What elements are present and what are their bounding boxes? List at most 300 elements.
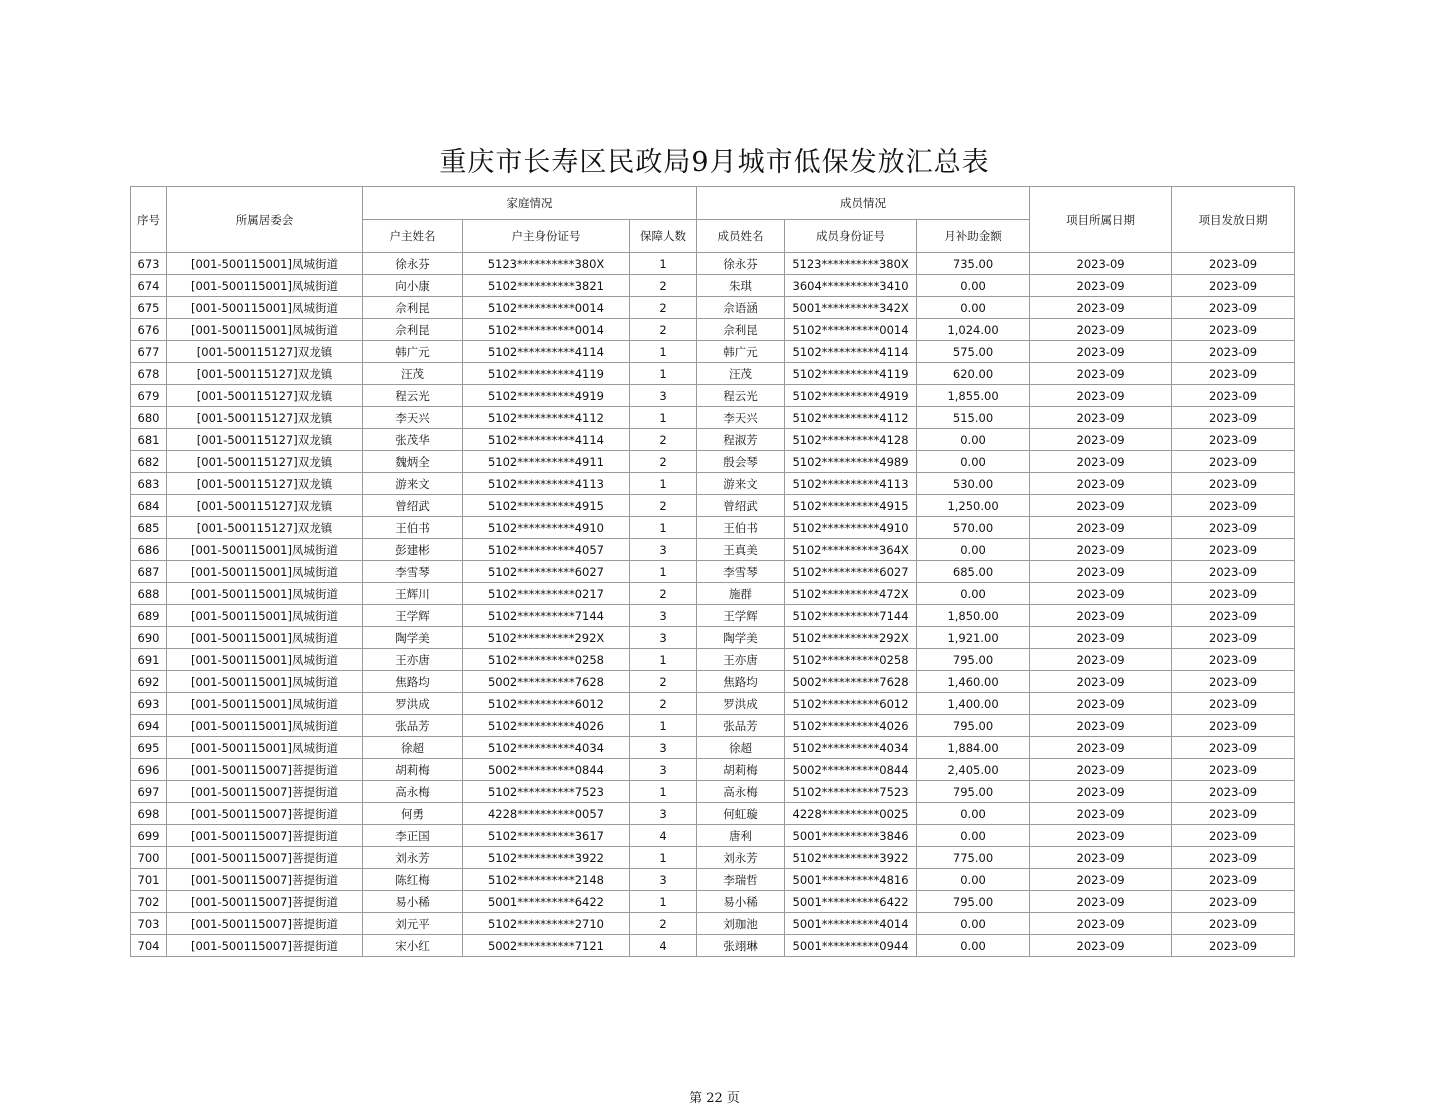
payment-date-cell: 2023-09 [1172, 935, 1295, 957]
covered-count-cell: 2 [630, 913, 697, 935]
table-header [131, 187, 1295, 253]
covered-count-cell: 2 [630, 275, 697, 297]
member-name-cell: 焦路均 [697, 671, 785, 693]
subsidy-cell: 570.00 [917, 517, 1030, 539]
member-id-cell: 5102**********4989 [785, 451, 917, 473]
covered-count-cell: 3 [630, 627, 697, 649]
member-name-cell: 殷会琴 [697, 451, 785, 473]
payment-date-cell: 2023-09 [1172, 803, 1295, 825]
committee-cell: [001-500115001]凤城街道 [167, 539, 363, 561]
header-seq: 序号 [131, 187, 167, 253]
head-name-cell: 李正国 [363, 825, 463, 847]
subsidy-cell: 2,405.00 [917, 759, 1030, 781]
subsidy-cell: 0.00 [917, 583, 1030, 605]
head-id-cell: 5102**********3922 [463, 847, 630, 869]
payment-date-cell: 2023-09 [1172, 781, 1295, 803]
header-member-group: 成员情况 [697, 187, 1030, 220]
member-id-cell: 5001**********4816 [785, 869, 917, 891]
payment-date-cell: 2023-09 [1172, 517, 1295, 539]
covered-count-cell: 2 [630, 495, 697, 517]
subsidy-cell: 0.00 [917, 429, 1030, 451]
table-row [131, 869, 1295, 891]
head-name-cell: 陈红梅 [363, 869, 463, 891]
project-date-cell: 2023-09 [1030, 275, 1172, 297]
member-name-cell: 高永梅 [697, 781, 785, 803]
committee-cell: [001-500115007]菩提街道 [167, 935, 363, 957]
table-row [131, 561, 1295, 583]
member-id-cell: 5102**********7523 [785, 781, 917, 803]
member-id-cell: 5102**********4128 [785, 429, 917, 451]
subsidy-cell: 735.00 [917, 253, 1030, 275]
table-row [131, 627, 1295, 649]
covered-count-cell: 3 [630, 385, 697, 407]
subsidy-cell: 0.00 [917, 869, 1030, 891]
member-name-cell: 施群 [697, 583, 785, 605]
subsidy-cell: 0.00 [917, 825, 1030, 847]
table-row [131, 319, 1295, 341]
head-id-cell: 4228**********0057 [463, 803, 630, 825]
head-id-cell: 5102**********4915 [463, 495, 630, 517]
committee-cell: [001-500115127]双龙镇 [167, 495, 363, 517]
payment-date-cell: 2023-09 [1172, 649, 1295, 671]
committee-cell: [001-500115001]凤城街道 [167, 605, 363, 627]
member-id-cell: 5102**********0258 [785, 649, 917, 671]
subsidy-cell: 795.00 [917, 649, 1030, 671]
payment-date-cell: 2023-09 [1172, 319, 1295, 341]
head-name-cell: 徐永芬 [363, 253, 463, 275]
seq-cell: 690 [131, 627, 167, 649]
subsidy-cell: 795.00 [917, 781, 1030, 803]
covered-count-cell: 3 [630, 737, 697, 759]
member-id-cell: 5102**********4113 [785, 473, 917, 495]
committee-cell: [001-500115001]凤城街道 [167, 297, 363, 319]
committee-cell: [001-500115001]凤城街道 [167, 319, 363, 341]
committee-cell: [001-500115001]凤城街道 [167, 561, 363, 583]
payment-date-cell: 2023-09 [1172, 583, 1295, 605]
payment-date-cell: 2023-09 [1172, 737, 1295, 759]
table-row [131, 715, 1295, 737]
subsidy-cell: 1,024.00 [917, 319, 1030, 341]
seq-cell: 689 [131, 605, 167, 627]
seq-cell: 694 [131, 715, 167, 737]
head-id-cell: 5123**********380X [463, 253, 630, 275]
committee-cell: [001-500115001]凤城街道 [167, 737, 363, 759]
covered-count-cell: 3 [630, 803, 697, 825]
member-name-cell: 张品芳 [697, 715, 785, 737]
subsidy-cell: 0.00 [917, 935, 1030, 957]
subsidy-cell: 1,250.00 [917, 495, 1030, 517]
subsidy-cell: 515.00 [917, 407, 1030, 429]
project-date-cell: 2023-09 [1030, 429, 1172, 451]
table-row [131, 253, 1295, 275]
covered-count-cell: 3 [630, 759, 697, 781]
seq-cell: 682 [131, 451, 167, 473]
committee-cell: [001-500115127]双龙镇 [167, 385, 363, 407]
project-date-cell: 2023-09 [1030, 671, 1172, 693]
covered-count-cell: 1 [630, 781, 697, 803]
member-name-cell: 汪茂 [697, 363, 785, 385]
table-row [131, 781, 1295, 803]
member-name-cell: 罗洪成 [697, 693, 785, 715]
member-name-cell: 佘语涵 [697, 297, 785, 319]
project-date-cell: 2023-09 [1030, 253, 1172, 275]
payment-date-cell: 2023-09 [1172, 891, 1295, 913]
member-id-cell: 5001**********342X [785, 297, 917, 319]
seq-cell: 684 [131, 495, 167, 517]
member-name-cell: 刘珈池 [697, 913, 785, 935]
member-id-cell: 5102**********3922 [785, 847, 917, 869]
project-date-cell: 2023-09 [1030, 561, 1172, 583]
committee-cell: [001-500115007]菩提街道 [167, 803, 363, 825]
member-id-cell: 5102**********292X [785, 627, 917, 649]
seq-cell: 695 [131, 737, 167, 759]
project-date-cell: 2023-09 [1030, 737, 1172, 759]
payment-date-cell: 2023-09 [1172, 341, 1295, 363]
payment-date-cell: 2023-09 [1172, 671, 1295, 693]
head-id-cell: 5102**********4057 [463, 539, 630, 561]
subsidy-cell: 1,850.00 [917, 605, 1030, 627]
payment-date-cell: 2023-09 [1172, 407, 1295, 429]
committee-cell: [001-500115127]双龙镇 [167, 407, 363, 429]
project-date-cell: 2023-09 [1030, 495, 1172, 517]
project-date-cell: 2023-09 [1030, 539, 1172, 561]
seq-cell: 692 [131, 671, 167, 693]
committee-cell: [001-500115001]凤城街道 [167, 693, 363, 715]
seq-cell: 676 [131, 319, 167, 341]
member-name-cell: 陶学美 [697, 627, 785, 649]
head-name-cell: 韩广元 [363, 341, 463, 363]
subsidy-cell: 0.00 [917, 275, 1030, 297]
header-committee: 所属居委会 [167, 187, 363, 253]
head-name-cell: 何勇 [363, 803, 463, 825]
table-row [131, 473, 1295, 495]
member-id-cell: 5001**********6422 [785, 891, 917, 913]
member-name-cell: 王伯书 [697, 517, 785, 539]
member-name-cell: 唐利 [697, 825, 785, 847]
head-id-cell: 5102**********3821 [463, 275, 630, 297]
table-row [131, 407, 1295, 429]
payment-date-cell: 2023-09 [1172, 825, 1295, 847]
head-name-cell: 佘利昆 [363, 319, 463, 341]
covered-count-cell: 1 [630, 407, 697, 429]
payment-date-cell: 2023-09 [1172, 275, 1295, 297]
table-row [131, 759, 1295, 781]
member-name-cell: 程云光 [697, 385, 785, 407]
head-name-cell: 宋小红 [363, 935, 463, 957]
covered-count-cell: 2 [630, 429, 697, 451]
payment-date-cell: 2023-09 [1172, 847, 1295, 869]
payment-date-cell: 2023-09 [1172, 473, 1295, 495]
head-id-cell: 5102**********4910 [463, 517, 630, 539]
committee-cell: [001-500115007]菩提街道 [167, 759, 363, 781]
payment-date-cell: 2023-09 [1172, 869, 1295, 891]
project-date-cell: 2023-09 [1030, 473, 1172, 495]
subsidy-cell: 795.00 [917, 715, 1030, 737]
covered-count-cell: 2 [630, 693, 697, 715]
seq-cell: 675 [131, 297, 167, 319]
member-id-cell: 5102**********4026 [785, 715, 917, 737]
project-date-cell: 2023-09 [1030, 847, 1172, 869]
subsidy-cell: 1,921.00 [917, 627, 1030, 649]
member-id-cell: 5001**********3846 [785, 825, 917, 847]
member-name-cell: 王亦唐 [697, 649, 785, 671]
committee-cell: [001-500115001]凤城街道 [167, 275, 363, 297]
covered-count-cell: 1 [630, 517, 697, 539]
committee-cell: [001-500115001]凤城街道 [167, 253, 363, 275]
table-row [131, 737, 1295, 759]
head-name-cell: 李天兴 [363, 407, 463, 429]
project-date-cell: 2023-09 [1030, 605, 1172, 627]
head-id-cell: 5102**********4119 [463, 363, 630, 385]
table-row [131, 385, 1295, 407]
head-id-cell: 5102**********0014 [463, 319, 630, 341]
head-name-cell: 游来文 [363, 473, 463, 495]
subsidy-cell: 795.00 [917, 891, 1030, 913]
subsidy-cell: 775.00 [917, 847, 1030, 869]
head-name-cell: 易小稀 [363, 891, 463, 913]
head-id-cell: 5102**********7144 [463, 605, 630, 627]
table-row [131, 495, 1295, 517]
payment-date-cell: 2023-09 [1172, 759, 1295, 781]
member-id-cell: 5102**********7144 [785, 605, 917, 627]
member-name-cell: 李天兴 [697, 407, 785, 429]
committee-cell: [001-500115127]双龙镇 [167, 363, 363, 385]
covered-count-cell: 4 [630, 935, 697, 957]
committee-cell: [001-500115007]菩提街道 [167, 913, 363, 935]
seq-cell: 677 [131, 341, 167, 363]
header-covered-count: 保障人数 [630, 220, 697, 253]
member-name-cell: 徐永芬 [697, 253, 785, 275]
payment-date-cell: 2023-09 [1172, 451, 1295, 473]
table-row [131, 847, 1295, 869]
head-name-cell: 徐超 [363, 737, 463, 759]
project-date-cell: 2023-09 [1030, 715, 1172, 737]
committee-cell: [001-500115007]菩提街道 [167, 891, 363, 913]
covered-count-cell: 1 [630, 715, 697, 737]
subsidy-cell: 0.00 [917, 539, 1030, 561]
head-id-cell: 5102**********2148 [463, 869, 630, 891]
head-name-cell: 魏炳全 [363, 451, 463, 473]
header-head-name: 户主姓名 [363, 220, 463, 253]
seq-cell: 697 [131, 781, 167, 803]
head-name-cell: 罗洪成 [363, 693, 463, 715]
member-name-cell: 游来文 [697, 473, 785, 495]
member-id-cell: 5102**********4919 [785, 385, 917, 407]
member-id-cell: 5001**********4014 [785, 913, 917, 935]
project-date-cell: 2023-09 [1030, 891, 1172, 913]
header-family-group: 家庭情况 [363, 187, 697, 220]
head-id-cell: 5002**********7121 [463, 935, 630, 957]
committee-cell: [001-500115001]凤城街道 [167, 715, 363, 737]
head-name-cell: 程云光 [363, 385, 463, 407]
project-date-cell: 2023-09 [1030, 451, 1172, 473]
member-id-cell: 5102**********4119 [785, 363, 917, 385]
committee-cell: [001-500115007]菩提街道 [167, 847, 363, 869]
member-id-cell: 5001**********0944 [785, 935, 917, 957]
payment-date-cell: 2023-09 [1172, 539, 1295, 561]
covered-count-cell: 3 [630, 605, 697, 627]
table-row [131, 517, 1295, 539]
head-id-cell: 5102**********4919 [463, 385, 630, 407]
seq-cell: 674 [131, 275, 167, 297]
seq-cell: 699 [131, 825, 167, 847]
member-name-cell: 佘利昆 [697, 319, 785, 341]
head-id-cell: 5102**********0217 [463, 583, 630, 605]
covered-count-cell: 1 [630, 363, 697, 385]
head-name-cell: 高永梅 [363, 781, 463, 803]
subsidy-cell: 0.00 [917, 913, 1030, 935]
covered-count-cell: 1 [630, 847, 697, 869]
project-date-cell: 2023-09 [1030, 517, 1172, 539]
payment-date-cell: 2023-09 [1172, 605, 1295, 627]
header-monthly-subsidy: 月补助金额 [917, 220, 1030, 253]
table-row [131, 363, 1295, 385]
committee-cell: [001-500115127]双龙镇 [167, 341, 363, 363]
member-id-cell: 5102**********4114 [785, 341, 917, 363]
head-id-cell: 5102**********4911 [463, 451, 630, 473]
head-name-cell: 焦路均 [363, 671, 463, 693]
covered-count-cell: 2 [630, 297, 697, 319]
committee-cell: [001-500115007]菩提街道 [167, 825, 363, 847]
head-id-cell: 5102**********4026 [463, 715, 630, 737]
table-row [131, 451, 1295, 473]
seq-cell: 679 [131, 385, 167, 407]
project-date-cell: 2023-09 [1030, 781, 1172, 803]
committee-cell: [001-500115007]菩提街道 [167, 869, 363, 891]
project-date-cell: 2023-09 [1030, 649, 1172, 671]
project-date-cell: 2023-09 [1030, 803, 1172, 825]
low-income-payment-table [130, 186, 1295, 957]
subsidy-cell: 1,400.00 [917, 693, 1030, 715]
payment-date-cell: 2023-09 [1172, 253, 1295, 275]
member-name-cell: 刘永芳 [697, 847, 785, 869]
head-name-cell: 刘元平 [363, 913, 463, 935]
subsidy-cell: 1,884.00 [917, 737, 1030, 759]
member-id-cell: 5102**********4034 [785, 737, 917, 759]
payment-date-cell: 2023-09 [1172, 429, 1295, 451]
project-date-cell: 2023-09 [1030, 693, 1172, 715]
table-row [131, 935, 1295, 957]
member-name-cell: 胡莉梅 [697, 759, 785, 781]
committee-cell: [001-500115001]凤城街道 [167, 583, 363, 605]
head-name-cell: 向小康 [363, 275, 463, 297]
head-name-cell: 王辉川 [363, 583, 463, 605]
covered-count-cell: 2 [630, 583, 697, 605]
member-id-cell: 4228**********0025 [785, 803, 917, 825]
member-name-cell: 李瑞哲 [697, 869, 785, 891]
committee-cell: [001-500115127]双龙镇 [167, 473, 363, 495]
covered-count-cell: 1 [630, 561, 697, 583]
member-name-cell: 朱琪 [697, 275, 785, 297]
subsidy-cell: 0.00 [917, 297, 1030, 319]
head-name-cell: 张茂华 [363, 429, 463, 451]
member-id-cell: 5102**********6012 [785, 693, 917, 715]
table-row [131, 803, 1295, 825]
table-row [131, 605, 1295, 627]
head-name-cell: 王亦唐 [363, 649, 463, 671]
header-member-id: 成员身份证号 [785, 220, 917, 253]
committee-cell: [001-500115127]双龙镇 [167, 429, 363, 451]
committee-cell: [001-500115007]菩提街道 [167, 781, 363, 803]
seq-cell: 673 [131, 253, 167, 275]
member-id-cell: 5102**********364X [785, 539, 917, 561]
seq-cell: 698 [131, 803, 167, 825]
payment-date-cell: 2023-09 [1172, 385, 1295, 407]
head-name-cell: 陶学美 [363, 627, 463, 649]
head-id-cell: 5102**********2710 [463, 913, 630, 935]
seq-cell: 683 [131, 473, 167, 495]
member-id-cell: 5123**********380X [785, 253, 917, 275]
member-name-cell: 何虹璇 [697, 803, 785, 825]
member-id-cell: 5102**********6027 [785, 561, 917, 583]
table-row [131, 913, 1295, 935]
project-date-cell: 2023-09 [1030, 869, 1172, 891]
payment-date-cell: 2023-09 [1172, 561, 1295, 583]
payment-date-cell: 2023-09 [1172, 693, 1295, 715]
subsidy-cell: 575.00 [917, 341, 1030, 363]
header-head-id: 户主身份证号 [463, 220, 630, 253]
subsidy-cell: 1,460.00 [917, 671, 1030, 693]
member-id-cell: 5102**********4910 [785, 517, 917, 539]
member-id-cell: 5102**********0014 [785, 319, 917, 341]
payment-date-cell: 2023-09 [1172, 297, 1295, 319]
header-payment-date: 项目发放日期 [1172, 187, 1295, 253]
member-name-cell: 张翊琳 [697, 935, 785, 957]
covered-count-cell: 1 [630, 891, 697, 913]
seq-cell: 700 [131, 847, 167, 869]
seq-cell: 686 [131, 539, 167, 561]
subsidy-cell: 1,855.00 [917, 385, 1030, 407]
seq-cell: 701 [131, 869, 167, 891]
head-id-cell: 5102**********292X [463, 627, 630, 649]
project-date-cell: 2023-09 [1030, 341, 1172, 363]
seq-cell: 680 [131, 407, 167, 429]
head-name-cell: 曾绍武 [363, 495, 463, 517]
covered-count-cell: 1 [630, 649, 697, 671]
seq-cell: 681 [131, 429, 167, 451]
head-name-cell: 王伯书 [363, 517, 463, 539]
head-name-cell: 汪茂 [363, 363, 463, 385]
member-id-cell: 5002**********7628 [785, 671, 917, 693]
covered-count-cell: 2 [630, 671, 697, 693]
head-id-cell: 5102**********4112 [463, 407, 630, 429]
seq-cell: 691 [131, 649, 167, 671]
member-id-cell: 3604**********3410 [785, 275, 917, 297]
project-date-cell: 2023-09 [1030, 319, 1172, 341]
head-id-cell: 5002**********7628 [463, 671, 630, 693]
seq-cell: 696 [131, 759, 167, 781]
table-row [131, 539, 1295, 561]
member-id-cell: 5102**********4112 [785, 407, 917, 429]
head-id-cell: 5102**********4114 [463, 341, 630, 363]
covered-count-cell: 2 [630, 451, 697, 473]
payment-date-cell: 2023-09 [1172, 363, 1295, 385]
payment-date-cell: 2023-09 [1172, 715, 1295, 737]
page-number: 第 22 页 [689, 1091, 740, 1106]
project-date-cell: 2023-09 [1030, 363, 1172, 385]
covered-count-cell: 1 [630, 473, 697, 495]
table-row [131, 275, 1295, 297]
header-project-date: 项目所属日期 [1030, 187, 1172, 253]
seq-cell: 688 [131, 583, 167, 605]
seq-cell: 685 [131, 517, 167, 539]
payment-date-cell: 2023-09 [1172, 627, 1295, 649]
member-id-cell: 5002**********0844 [785, 759, 917, 781]
member-id-cell: 5102**********4915 [785, 495, 917, 517]
seq-cell: 704 [131, 935, 167, 957]
head-name-cell: 李雪琴 [363, 561, 463, 583]
covered-count-cell: 2 [630, 319, 697, 341]
